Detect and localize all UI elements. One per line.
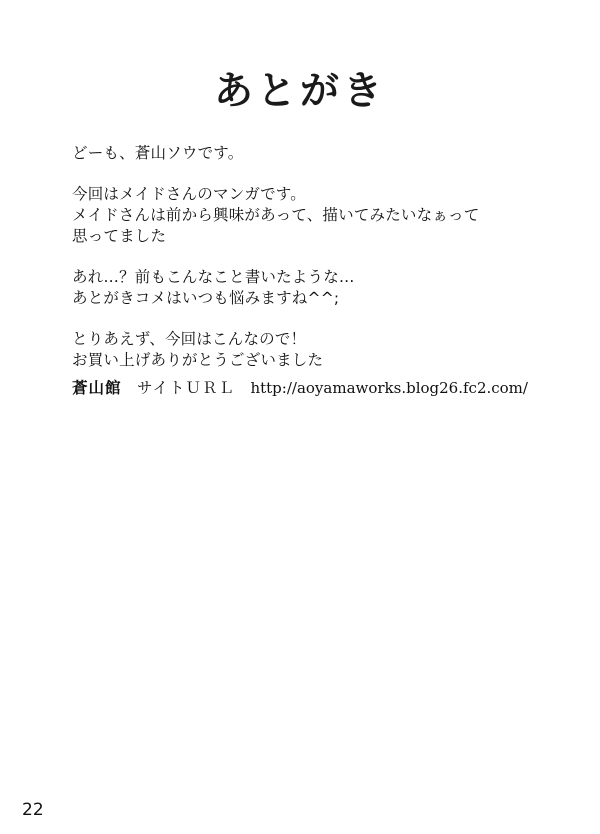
page-number: 22: [22, 800, 44, 820]
paragraph: [72, 143, 552, 164]
paragraph: [72, 329, 552, 371]
signature-line: [72, 377, 572, 399]
text-line: お買い上げありがとうございました: [72, 351, 324, 369]
circle-name: 蒼山館: [72, 379, 122, 397]
site-url-link[interactable]: http://aoyamaworks.blog26.fc2.com/: [250, 379, 528, 397]
text-line: あとがきコメはいつも悩みますね^^;: [72, 289, 340, 307]
site-url-label: サイトＵＲＬ: [137, 379, 235, 397]
text-line: あれ…？前もこんなこと書いたような…: [72, 268, 355, 286]
text-line: メイドさんは前から興味があって、描いてみたいなぁって: [72, 206, 480, 224]
afterword-body: [72, 143, 552, 371]
text-line: 今回はメイドさんのマンガです。: [72, 185, 306, 203]
paragraph: [72, 267, 552, 309]
text-line: とりあえず、今回はこんなので！: [72, 330, 307, 348]
page-title: あとがき: [213, 69, 386, 114]
paragraph: [72, 184, 552, 247]
text-line: 思ってました: [72, 227, 167, 245]
text-line: どーも、蒼山ソウです。: [72, 144, 244, 162]
